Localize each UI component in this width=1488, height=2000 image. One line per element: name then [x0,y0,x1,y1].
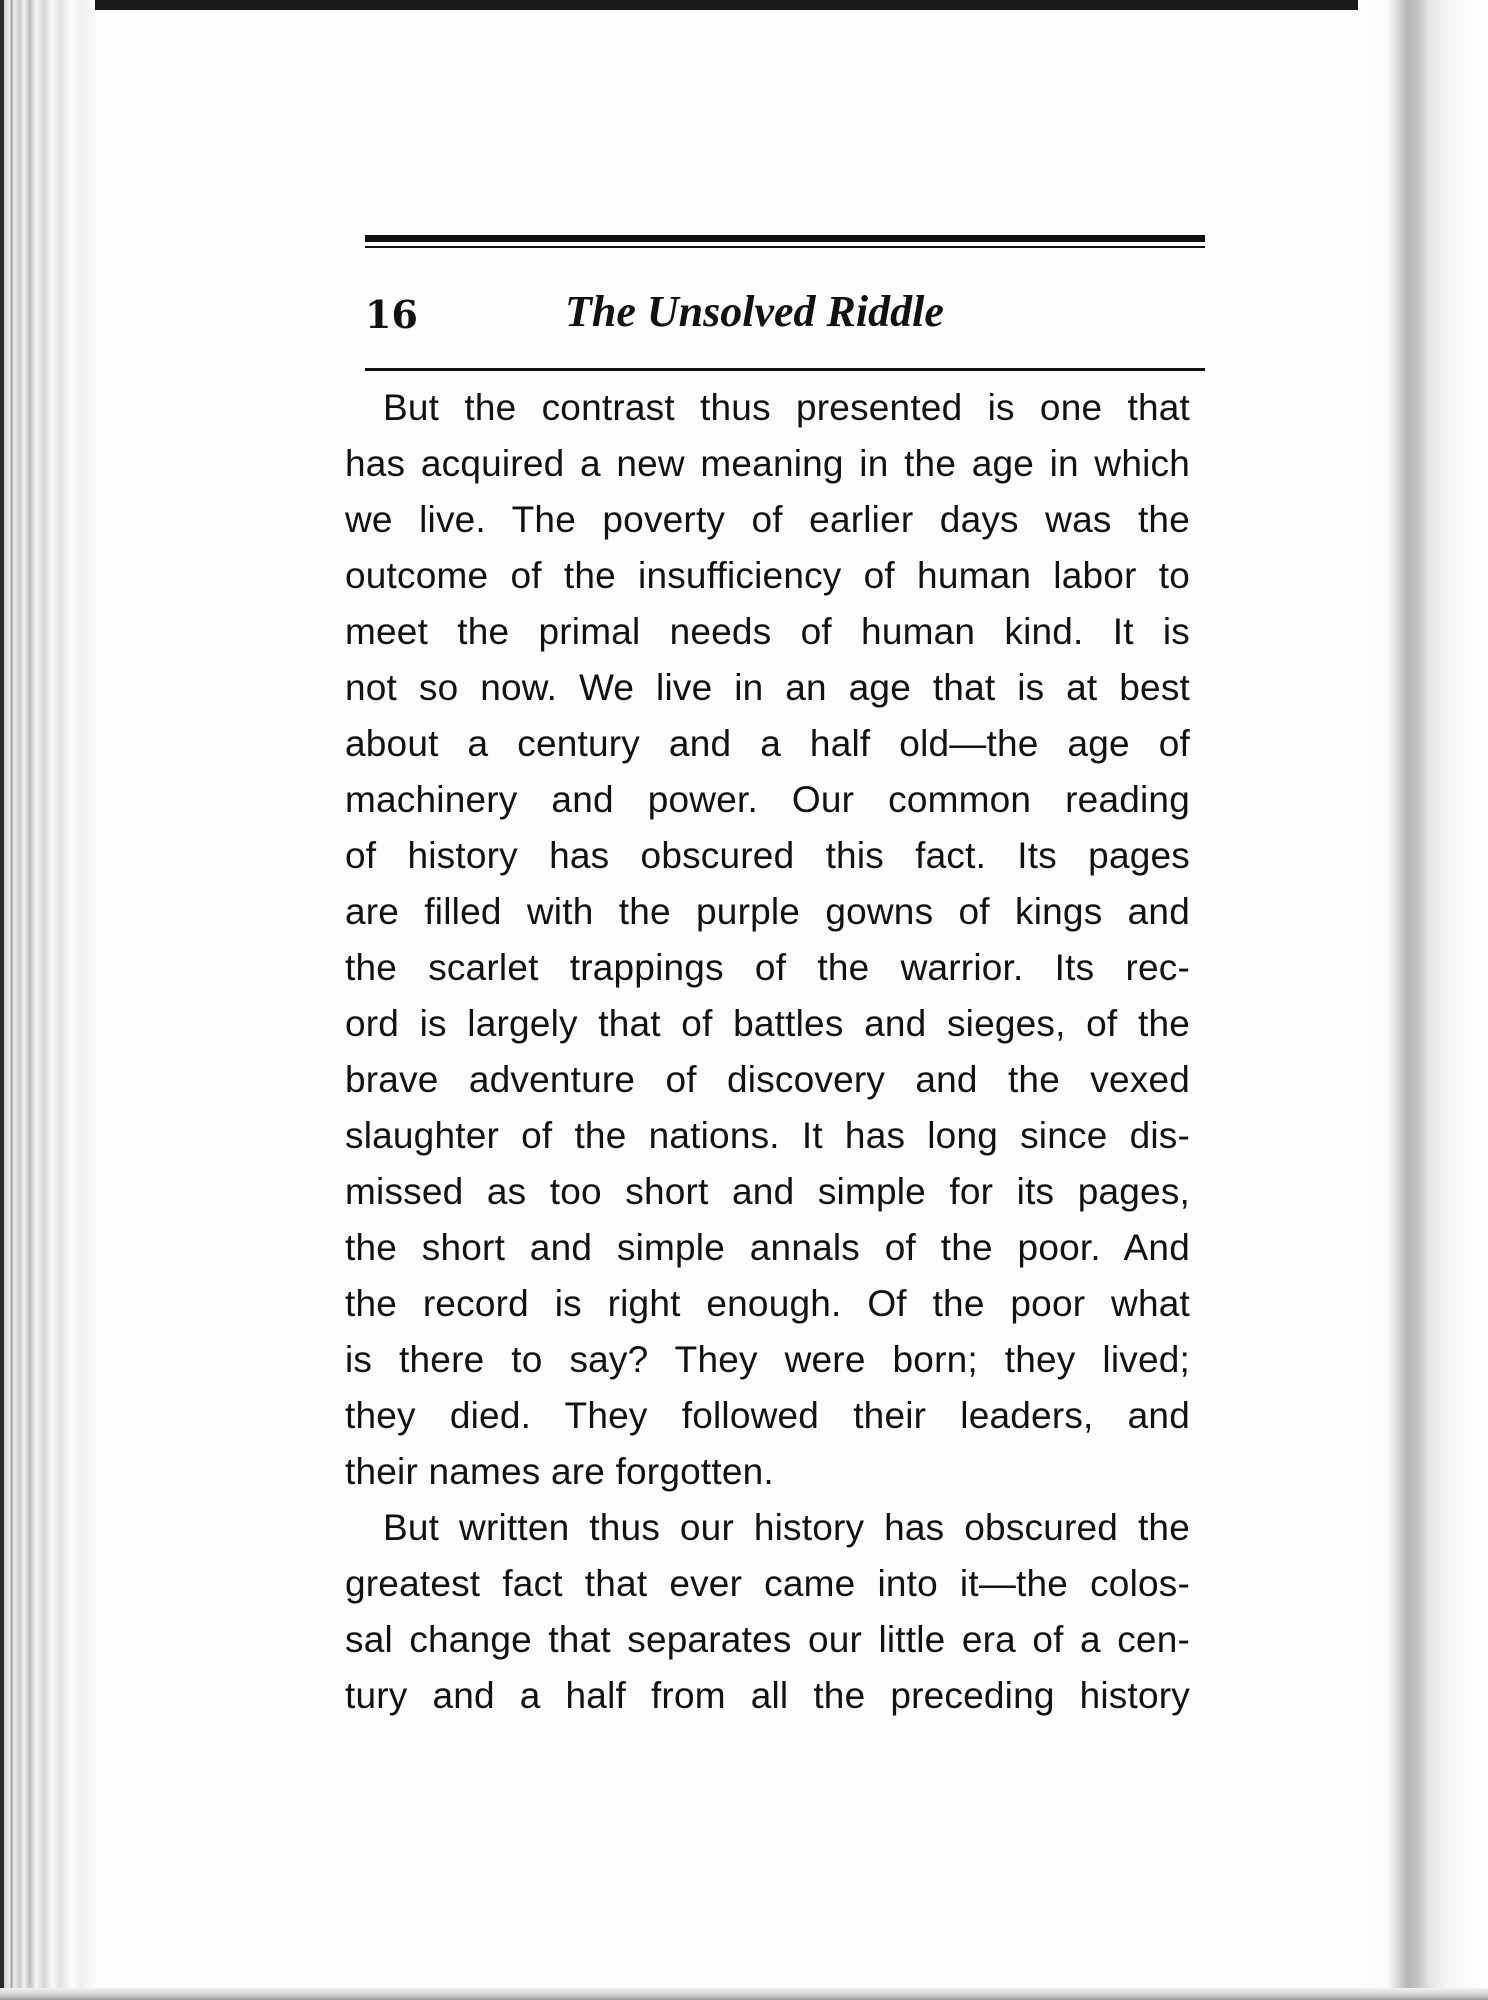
header-double-rule-thick [365,235,1205,242]
book-page [345,235,1205,1716]
text-line: brave adventure of discovery and the vexed [345,1059,1190,1100]
text-line: sal change that separates our little era of a cen- [345,1619,1190,1660]
text-line: the record is right enough. Of the poor what [345,1283,1190,1324]
scan-top-edge [0,0,1488,10]
text-line: we live. The poverty of earlier days was the [345,499,1190,540]
header-underline-rule [365,368,1205,371]
text-line: the scarlet trappings of the warrior. Its rec- [345,947,1190,988]
text-line: are filled with the purple gowns of kings and [345,891,1190,932]
text-line: meet the primal needs of human kind. It is [345,611,1190,652]
book-gutter-shadow [1358,0,1488,2000]
text-line: ord is largely that of battles and sieges, of the [345,1003,1190,1044]
body-text [345,380,1205,1724]
text-line: has acquired a new meaning in the age in which [345,443,1190,484]
text-line: greatest fact that ever came into it—the colos- [345,1563,1190,1604]
text-line: machinery and power. Our common reading [345,779,1190,820]
running-title: The Unsolved Riddle [565,287,944,336]
scan-bottom-edge [0,1988,1488,2000]
text-line: slaughter of the nations. It has long since dis- [345,1115,1190,1156]
text-line: But written thus our history has obscured the [383,1507,1190,1548]
page-number: 16 [365,292,418,337]
running-header [365,248,1205,337]
text-line: of history has obscured this fact. Its pages [345,835,1190,876]
text-line: outcome of the insufficiency of human labor to [345,555,1190,596]
text-line: tury and a half from all the preceding history [345,1675,1190,1716]
text-line: missed as too short and simple for its pages, [345,1171,1190,1212]
text-line: they died. They followed their leaders, and [345,1395,1190,1436]
text-line: is there to say? They were born; they lived; [345,1339,1190,1380]
text-line: about a century and a half old—the age of [345,723,1190,764]
book-page-edges [0,0,95,2000]
text-line: their names are forgotten. [345,1451,774,1492]
text-line: But the contrast thus presented is one that [383,387,1190,428]
text-line: not so now. We live in an age that is at best [345,667,1190,708]
text-line: the short and simple annals of the poor. And [345,1227,1190,1268]
